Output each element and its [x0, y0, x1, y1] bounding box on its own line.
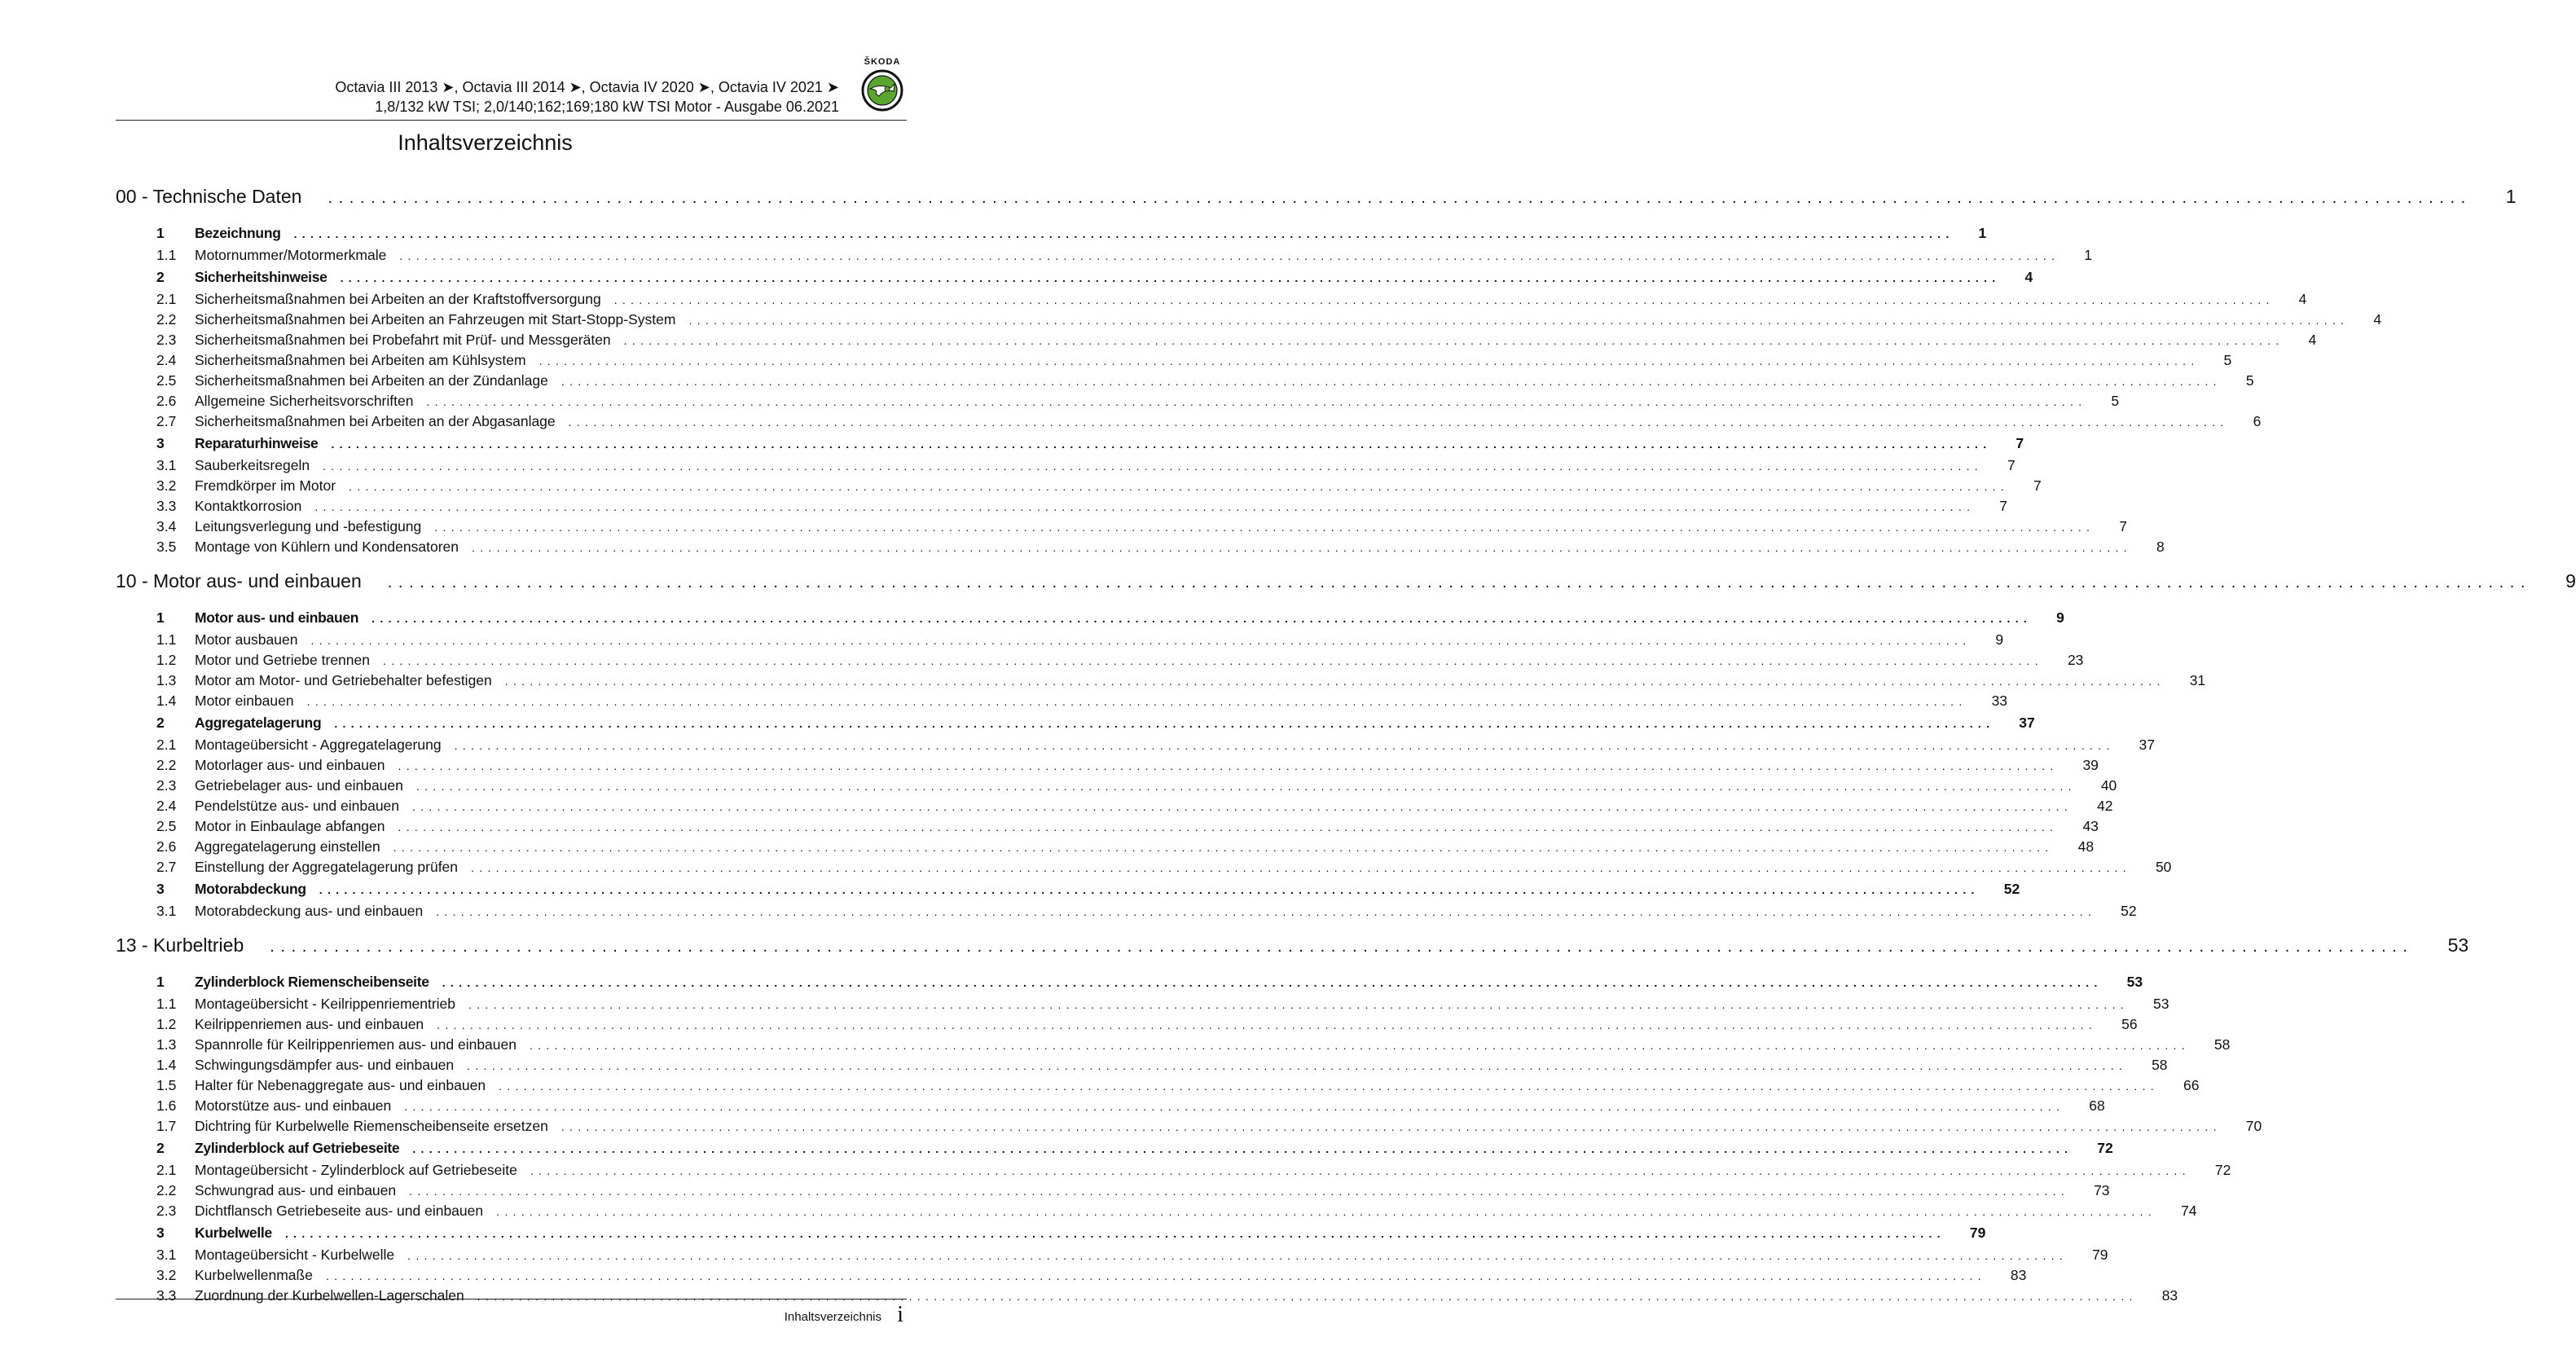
dot-leader: ........................................................................................................................................................................................................: [496, 1205, 2157, 1218]
dot-leader: ........................................................................................................................................................................................................: [314, 500, 1976, 513]
item-number: 2.1: [156, 291, 177, 307]
section-title: Zylinderblock Riemenscheibenseite: [195, 974, 429, 990]
item-title: Allgemeine Sicherheitsvorschriften: [195, 393, 414, 409]
section-number: 3: [156, 1225, 165, 1241]
logo-wordmark: ŠKODA: [864, 57, 901, 67]
item-number: 3.1: [156, 903, 177, 919]
item-number: 1.5: [156, 1077, 177, 1093]
toc-item[interactable]: [116, 996, 2169, 1016]
chapter-page: 1: [2505, 186, 2517, 207]
toc-item[interactable]: [116, 291, 2307, 311]
toc-item[interactable]: [116, 393, 2120, 413]
item-number: 3.2: [156, 477, 177, 494]
item-title: Sicherheitsmaßnahmen bei Arbeiten am Kühlsystem: [195, 352, 526, 368]
toc-item[interactable]: [116, 1118, 2262, 1138]
dot-leader: ........................................................................................................................................................................................................: [499, 1080, 2159, 1093]
item-page: 8: [2156, 539, 2165, 555]
toc-chapter[interactable]: [116, 570, 2576, 600]
dot-leader: ........................................................................................................................................................................................................: [467, 1059, 2128, 1072]
toc-item[interactable]: [116, 672, 2206, 693]
item-title: Schwungrad aus- und einbauen: [195, 1182, 397, 1198]
item-number: 2.6: [156, 838, 177, 855]
item-number: 3.2: [156, 1267, 177, 1283]
chapter-page: 53: [2447, 934, 2469, 956]
dot-leader: ........................................................................................................................................................................................................: [334, 717, 1995, 730]
item-title: Motor ausbauen: [195, 631, 298, 648]
item-page: 73: [2094, 1182, 2110, 1198]
item-page: 56: [2121, 1016, 2138, 1032]
chapter-title: 00 - Technische Daten: [116, 186, 302, 207]
item-page: 9: [1995, 631, 2004, 648]
dot-leader: ........................................................................................................................................................................................................: [412, 1142, 2073, 1155]
item-number: 1.3: [156, 1036, 177, 1053]
toc-item[interactable]: [116, 332, 2317, 352]
toc-item[interactable]: [116, 477, 2042, 498]
section-page: 9: [2056, 609, 2064, 626]
item-title: Dichtflansch Getriebeseite aus- und einbauen: [195, 1203, 484, 1219]
toc-item[interactable]: [116, 311, 2382, 332]
dot-leader: ........................................................................................................................................................................................................: [504, 675, 2165, 688]
item-number: 3.1: [156, 457, 177, 473]
section-page: 52: [2003, 881, 2020, 897]
item-page: 5: [2245, 372, 2254, 389]
item-page: 68: [2089, 1097, 2105, 1114]
item-page: 23: [2067, 652, 2084, 668]
toc-item[interactable]: [116, 247, 2092, 267]
dot-leader: ........................................................................................................................................................................................................: [371, 612, 2033, 625]
table-of-contents: [116, 186, 2576, 1308]
toc-item[interactable]: [116, 372, 2254, 393]
item-title: Spannrolle für Keilrippenriemen aus- und einbauen: [195, 1036, 517, 1053]
dot-leader: ........................................................................................................................................................................................................: [409, 1185, 2070, 1198]
page-header: [0, 0, 970, 122]
dot-leader: ........................................................................................................................................................................................................: [404, 1100, 2065, 1113]
dot-leader: ........................................................................................................................................................................................................: [468, 998, 2129, 1011]
item-number: 1.6: [156, 1097, 177, 1114]
toc-item[interactable]: [116, 859, 2172, 879]
toc-item[interactable]: [116, 1077, 2200, 1097]
item-title: Dichtring für Kurbelwelle Riemenscheibenseite ersetzen: [195, 1118, 548, 1134]
toc-section[interactable]: [116, 881, 2020, 903]
item-page: 52: [2121, 903, 2137, 919]
item-title: Montageübersicht - Keilrippenriementrieb: [195, 996, 456, 1012]
toc-item[interactable]: [116, 1057, 2168, 1077]
item-title: Motor einbauen: [195, 693, 294, 709]
toc-chapter[interactable]: [116, 934, 2469, 964]
toc-section[interactable]: [116, 225, 1987, 247]
dot-leader: ........................................................................................................................................................................................................: [560, 1120, 2222, 1133]
toc-item[interactable]: [116, 903, 2137, 923]
section-number: 3: [156, 435, 165, 451]
section-number: 2: [156, 715, 165, 731]
item-page: 43: [2082, 818, 2099, 834]
toc-item[interactable]: [116, 1097, 2105, 1118]
item-page: 40: [2100, 777, 2117, 794]
dot-leader: ........................................................................................................................................................................................................: [270, 938, 2414, 956]
section-title: Kurbelwelle: [195, 1225, 272, 1241]
section-number: 3: [156, 881, 165, 897]
chapter-spacer: [116, 923, 907, 934]
item-number: 2.1: [156, 737, 177, 753]
section-number: 1: [156, 609, 165, 626]
item-page: 42: [2096, 798, 2113, 814]
item-page: 5: [2111, 393, 2120, 409]
item-number: 2.3: [156, 1203, 177, 1219]
toc-section[interactable]: [116, 715, 2035, 737]
item-number: 1.3: [156, 672, 177, 688]
skoda-logo: [854, 57, 911, 112]
section-page: 53: [2126, 974, 2143, 990]
item-page: 7: [2119, 518, 2127, 534]
dot-leader: ........................................................................................................................................................................................................: [434, 521, 2095, 534]
dot-leader: ........................................................................................................................................................................................................: [530, 1164, 2191, 1177]
dot-leader: ........................................................................................................................................................................................................: [407, 1249, 2068, 1262]
toc-item[interactable]: [116, 693, 2008, 713]
section-title: Aggregatelagerung: [195, 715, 322, 731]
item-title: Motorlager aus- und einbauen: [195, 757, 385, 773]
toc-item[interactable]: [116, 498, 2007, 518]
dot-leader: ........................................................................................................................................................................................................: [310, 634, 1972, 647]
dot-leader: ........................................................................................................................................................................................................: [399, 249, 2060, 262]
dot-leader: ........................................................................................................................................................................................................: [398, 759, 2059, 772]
section-number: 2: [156, 269, 165, 285]
item-page: 50: [2155, 859, 2172, 875]
toc-item[interactable]: [116, 1162, 2231, 1182]
toc-item[interactable]: [116, 1247, 2108, 1267]
item-number: 2.6: [156, 393, 177, 409]
toc-section[interactable]: [116, 1225, 1986, 1247]
item-page: 48: [2077, 838, 2095, 855]
section-title: Bezeichnung: [195, 225, 281, 241]
item-number: 2.2: [156, 311, 177, 328]
item-title: Zuordnung der Kurbelwellen-Lagerschalen: [195, 1287, 464, 1304]
item-title: Schwingungsdämpfer aus- und einbauen: [195, 1057, 455, 1073]
item-number: 2.7: [156, 859, 177, 875]
toc-item[interactable]: [116, 777, 2117, 798]
item-page: 66: [2183, 1077, 2200, 1093]
item-page: 83: [2161, 1287, 2178, 1304]
item-page: 74: [2181, 1203, 2197, 1219]
item-title: Motor am Motor- und Getriebehalter befestigen: [195, 672, 492, 688]
item-number: 3.4: [156, 518, 177, 534]
section-page: 4: [2024, 269, 2033, 285]
dot-leader: ........................................................................................................................................................................................................: [284, 1227, 1945, 1240]
section-page: 7: [2016, 435, 2024, 451]
item-page: 4: [2308, 332, 2317, 348]
footer-page-number: i: [897, 1302, 903, 1327]
item-title: Motor in Einbaulage abfangen: [195, 818, 385, 834]
dot-leader: ........................................................................................................................................................................................................: [293, 227, 1954, 240]
item-page: 33: [1991, 693, 2008, 709]
item-title: Montage von Kühlern und Kondensatoren: [195, 539, 459, 555]
page-title: Inhaltsverzeichnis: [398, 130, 573, 155]
dot-leader: ........................................................................................................................................................................................................: [688, 314, 2350, 327]
item-number: 1.4: [156, 1057, 177, 1073]
item-number: 2.3: [156, 777, 177, 794]
item-number: 2.2: [156, 1182, 177, 1198]
dot-leader: ........................................................................................................................................................................................................: [613, 293, 2275, 306]
toc-item[interactable]: [116, 838, 2095, 859]
item-title: Motornummer/Motormerkmale: [195, 247, 387, 263]
dot-leader: ........................................................................................................................................................................................................: [323, 460, 1983, 473]
toc-item[interactable]: [116, 1203, 2197, 1223]
item-title: Keilrippenriemen aus- und einbauen: [195, 1016, 424, 1032]
toc-item[interactable]: [116, 1267, 2027, 1287]
item-title: Halter für Nebenaggregate aus- und einbauen: [195, 1077, 486, 1093]
dot-leader: ........................................................................................................................................................................................................: [623, 334, 2284, 347]
toc-chapter[interactable]: [116, 186, 2517, 215]
item-number: 3.5: [156, 539, 177, 555]
item-title: Kurbelwellenmaße: [195, 1267, 313, 1283]
item-page: 70: [2245, 1118, 2262, 1134]
item-number: 2.3: [156, 332, 177, 348]
item-page: 79: [2092, 1247, 2108, 1263]
item-number: 2.5: [156, 372, 177, 389]
section-title: Sicherheitshinweise: [195, 269, 327, 285]
section-title: Reparaturhinweise: [195, 435, 319, 451]
dot-leader: ........................................................................................................................................................................................................: [398, 820, 2059, 833]
chapter-spacer: [116, 559, 907, 570]
toc-item[interactable]: [116, 818, 2099, 838]
dot-leader: ........................................................................................................................................................................................................: [442, 976, 2103, 989]
section-title: Zylinderblock auf Getriebeseite: [195, 1140, 400, 1156]
item-title: Sicherheitsmaßnahmen bei Arbeiten an der Abgasanlage: [195, 413, 556, 429]
item-title: Leitungsverlegung und -befestigung: [195, 518, 422, 534]
dot-leader: ........................................................................................................................................................................................................: [349, 480, 2010, 493]
item-title: Montageübersicht - Aggregatelagerung: [195, 737, 442, 753]
item-title: Sicherheitsmaßnahmen bei Arbeiten an der Kraftstoffversorgung: [195, 291, 601, 307]
item-page: 53: [2152, 996, 2169, 1012]
toc-item[interactable]: [116, 1182, 2110, 1203]
item-number: 2.1: [156, 1162, 177, 1178]
dot-leader: ........................................................................................................................................................................................................: [477, 1290, 2138, 1303]
toc-section[interactable]: [116, 269, 2033, 291]
item-page: 7: [1999, 498, 2007, 514]
item-number: 1.1: [156, 247, 177, 263]
dot-leader: ........................................................................................................................................................................................................: [383, 654, 2043, 667]
chapter-title: 13 - Kurbeltrieb: [116, 934, 244, 956]
item-page: 72: [2214, 1162, 2231, 1178]
item-title: Pendelstütze aus- und einbauen: [195, 798, 400, 814]
item-number: 2.5: [156, 818, 177, 834]
dot-leader: ........................................................................................................................................................................................................: [471, 861, 2131, 874]
item-title: Kontaktkorrosion: [195, 498, 302, 514]
item-title: Motorabdeckung aus- und einbauen: [195, 903, 424, 919]
item-page: 5: [2223, 352, 2232, 368]
dot-leader: ........................................................................................................................................................................................................: [472, 541, 2132, 554]
dot-leader: ........................................................................................................................................................................................................: [327, 189, 2472, 207]
skoda-emblem-icon: [861, 69, 903, 112]
dot-leader: ........................................................................................................................................................................................................: [426, 395, 2087, 408]
toc-item[interactable]: [116, 798, 2113, 818]
section-page: 1: [1978, 225, 1987, 241]
item-page: 83: [2010, 1267, 2027, 1283]
dot-leader: ........................................................................................................................................................................................................: [340, 271, 2001, 284]
item-page: 31: [2189, 672, 2206, 688]
item-number: 3.1: [156, 1247, 177, 1263]
toc-item[interactable]: [116, 1016, 2138, 1036]
item-number: 1.1: [156, 631, 177, 648]
item-title: Motor und Getriebe trennen: [195, 652, 370, 668]
item-page: 4: [2373, 311, 2382, 328]
toc-item[interactable]: [116, 652, 2084, 672]
dot-leader: ........................................................................................................................................................................................................: [454, 739, 2115, 752]
item-page: 1: [2084, 247, 2092, 263]
item-title: Sicherheitsmaßnahmen bei Arbeiten an Fahrzeugen mit Start-Stopp-System: [195, 311, 676, 328]
item-number: 2.2: [156, 757, 177, 773]
item-number: 1.4: [156, 693, 177, 709]
dot-leader: ........................................................................................................................................................................................................: [387, 574, 2532, 591]
dot-leader: ........................................................................................................................................................................................................: [412, 800, 2073, 813]
item-number: 2.4: [156, 798, 177, 814]
item-number: 2.7: [156, 413, 177, 429]
item-title: Einstellung der Aggregatelagerung prüfen: [195, 859, 459, 875]
item-page: 4: [2298, 291, 2307, 307]
toc-item[interactable]: [116, 457, 2016, 477]
toc-item[interactable]: [116, 1287, 2178, 1308]
dot-leader: ........................................................................................................................................................................................................: [415, 780, 2077, 793]
toc-section[interactable]: [116, 609, 2064, 631]
section-number: 2: [156, 1140, 165, 1156]
dot-leader: ........................................................................................................................................................................................................: [319, 883, 1980, 896]
section-page: 79: [1969, 1225, 1986, 1241]
toc-item[interactable]: [116, 737, 2155, 757]
header-divider: [116, 120, 907, 121]
section-title: Motor aus- und einbauen: [195, 609, 359, 626]
toc-item[interactable]: [116, 413, 2262, 433]
toc-section[interactable]: [116, 435, 2024, 457]
dot-leader: ........................................................................................................................................................................................................: [393, 841, 2054, 854]
item-number: 3.3: [156, 498, 177, 514]
toc-item[interactable]: [116, 1036, 2231, 1057]
item-title: Sauberkeitsregeln: [195, 457, 310, 473]
item-title: Motorstütze aus- und einbauen: [195, 1097, 392, 1114]
dot-leader: ........................................................................................................................................................................................................: [436, 905, 2097, 918]
header-engine-edition: 1,8/132 kW TSI; 2,0/140;162;169;180 kW TSI Motor - Ausgabe 06.2021: [375, 99, 839, 115]
item-title: Sicherheitsmaßnahmen bei Probefahrt mit Prüf- und Messgeräten: [195, 332, 611, 348]
toc-item[interactable]: [116, 631, 2004, 652]
item-number: 2.4: [156, 352, 177, 368]
section-page: 37: [2019, 715, 2035, 731]
dot-leader: ........................................................................................................................................................................................................: [538, 354, 2200, 367]
item-title: Sicherheitsmaßnahmen bei Arbeiten an der Zündanlage: [195, 372, 548, 389]
section-number: 1: [156, 974, 165, 990]
item-number: 1.2: [156, 1016, 177, 1032]
toc-item[interactable]: [116, 352, 2232, 372]
toc-item[interactable]: [116, 539, 2165, 559]
chapter-title: 10 - Motor aus- und einbauen: [116, 570, 362, 591]
section-title: Motorabdeckung: [195, 881, 306, 897]
section-page: 72: [2097, 1140, 2113, 1156]
dot-leader: ........................................................................................................................................................................................................: [560, 375, 2222, 388]
dot-leader: ........................................................................................................................................................................................................: [529, 1039, 2190, 1052]
item-title: Fremdkörper im Motor: [195, 477, 336, 494]
item-number: 1.2: [156, 652, 177, 668]
item-page: 7: [2033, 477, 2042, 494]
section-number: 1: [156, 225, 165, 241]
toc-item[interactable]: [116, 757, 2099, 777]
item-number: 1.1: [156, 996, 177, 1012]
item-number: 1.7: [156, 1118, 177, 1134]
item-title: Getriebelager aus- und einbauen: [195, 777, 403, 794]
item-number: 3.3: [156, 1287, 177, 1304]
item-page: 37: [2139, 737, 2155, 753]
footer-label: Inhaltsverzeichnis: [784, 1310, 881, 1324]
header-models: Octavia III 2013 ➤, Octavia III 2014 ➤, Octavia IV 2020 ➤, Octavia IV 2021 ➤: [335, 79, 839, 95]
item-page: 7: [2007, 457, 2016, 473]
item-page: 58: [2213, 1036, 2231, 1053]
item-title: Aggregatelagerung einstellen: [195, 838, 380, 855]
item-title: Montageübersicht - Kurbelwelle: [195, 1247, 395, 1263]
toc-item[interactable]: [116, 518, 2127, 539]
dot-leader: ........................................................................................................................................................................................................: [437, 1018, 2098, 1031]
item-title: Montageübersicht - Zylinderblock auf Getriebeseite: [195, 1162, 517, 1178]
dot-leader: ........................................................................................................................................................................................................: [306, 695, 1967, 708]
dot-leader: ........................................................................................................................................................................................................: [331, 438, 1992, 451]
toc-section[interactable]: [116, 1140, 2113, 1162]
item-page: 58: [2152, 1057, 2168, 1073]
dot-leader: ........................................................................................................................................................................................................: [568, 416, 2229, 429]
dot-leader: ........................................................................................................................................................................................................: [325, 1269, 1986, 1282]
item-page: 39: [2082, 757, 2099, 773]
toc-section[interactable]: [116, 974, 2143, 996]
item-page: 6: [2253, 413, 2262, 429]
chapter-page: 9: [2565, 570, 2576, 591]
